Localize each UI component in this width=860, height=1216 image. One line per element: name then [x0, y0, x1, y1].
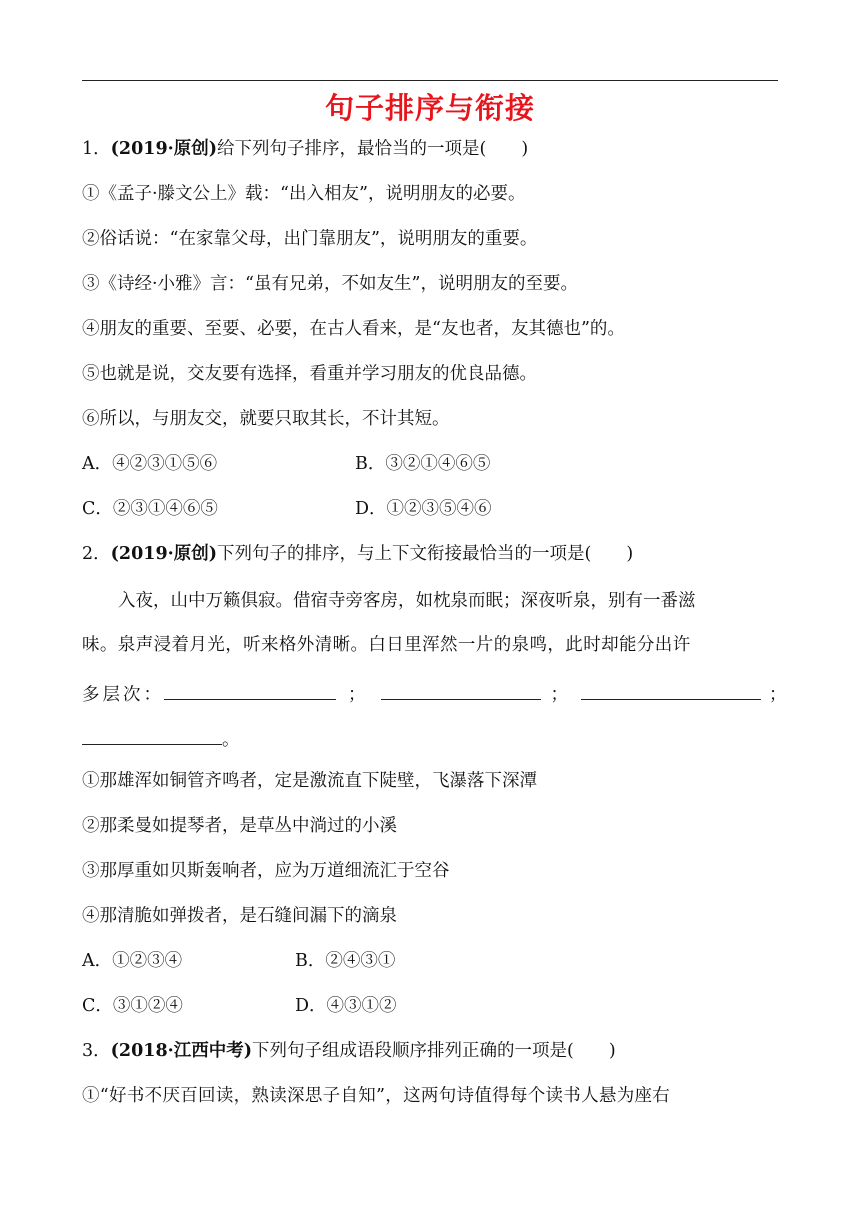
question-number: 1．: [82, 139, 111, 159]
question-source: (2019·原创): [110, 544, 217, 564]
fill-blank-2[interactable]: [381, 681, 541, 700]
question-source: (2019·原创): [110, 139, 217, 159]
q2-passage-line-3: [82, 681, 790, 707]
question-3-stem: [82, 1039, 616, 1063]
q2-option-c: C．③①②④: [82, 996, 183, 1016]
q3-sentence-1: ①“好书不厌百回读，熟读深思子自知”，这两句诗值得每个读书人悬为座右: [82, 1086, 671, 1106]
passage-text: 多层次：: [82, 685, 164, 705]
q1-sentence-5: ⑤也就是说，交友要有选择，看重并学习朋友的优良品德。: [82, 364, 537, 384]
fill-blank-4[interactable]: [82, 726, 222, 745]
q2-sentence-3: ③那厚重如贝斯轰响者，应为万道细流汇于空谷: [82, 861, 450, 881]
page-title: 句子排序与衔接: [324, 91, 535, 125]
q2-option-b: B．②④③①: [295, 951, 396, 971]
question-2-stem: [82, 542, 633, 566]
q1-option-d: D．①②③⑤④⑥: [355, 499, 492, 519]
q2-sentence-1: ①那雄浑如铜管齐鸣者，定是激流直下陡壁，飞瀑落下深潭: [82, 771, 537, 791]
question-number: 3．: [82, 1041, 111, 1061]
q1-option-a: A．④②③①⑤⑥: [82, 454, 218, 474]
q2-sentence-2: ②那柔曼如提琴者，是草丛中淌过的小溪: [82, 816, 397, 836]
separator: ；: [769, 685, 790, 705]
question-text: 下列句子的排序，与上下文衔接最恰当的一项是( ): [217, 544, 634, 564]
question-text: 给下列句子排序，最恰当的一项是( ): [217, 139, 529, 159]
passage-end: 。: [222, 730, 240, 750]
fill-blank-1[interactable]: [164, 681, 336, 700]
q2-sentence-4: ④那清脆如弹拨者，是石缝间漏下的滴泉: [82, 906, 397, 926]
q1-option-b: B．③②①④⑥⑤: [355, 454, 491, 474]
separator: ；: [550, 685, 571, 705]
question-text: 下列句子组成语段顺序排列正确的一项是( ): [252, 1041, 616, 1061]
q1-sentence-4: ④朋友的重要、至要、必要，在古人看来，是“友也者，友其德也”的。: [82, 319, 625, 339]
header-rule: [82, 80, 778, 81]
q2-passage-line-4: [82, 726, 240, 752]
question-source: (2018·江西中考): [110, 1041, 252, 1061]
q2-passage-line-2: 味。泉声浸着月光，听来格外清晰。白日里浑然一片的泉鸣，此时却能分出许: [82, 635, 691, 655]
q2-option-a: A．①②③④: [82, 951, 183, 971]
q1-sentence-1: ①《孟子·滕文公上》载：“出入相友”，说明朋友的必要。: [82, 184, 526, 204]
q1-option-c: C．②③①④⑥⑤: [82, 499, 218, 519]
q2-passage-line-1: 入夜，山中万籁俱寂。借宿寺旁客房，如枕泉而眠；深夜听泉，别有一番滋: [118, 591, 696, 611]
q1-sentence-6: ⑥所以，与朋友交，就要只取其长，不计其短。: [82, 409, 450, 429]
question-1-stem: [82, 137, 528, 161]
question-number: 2．: [82, 544, 111, 564]
q1-sentence-2: ②俗话说：“在家靠父母，出门靠朋友”，说明朋友的重要。: [82, 229, 538, 249]
separator: ；: [348, 685, 369, 705]
fill-blank-3[interactable]: [581, 681, 761, 700]
q2-option-d: D．④③①②: [295, 996, 397, 1016]
q1-sentence-3: ③《诗经·小雅》言：“虽有兄弟，不如友生”，说明朋友的至要。: [82, 274, 578, 294]
